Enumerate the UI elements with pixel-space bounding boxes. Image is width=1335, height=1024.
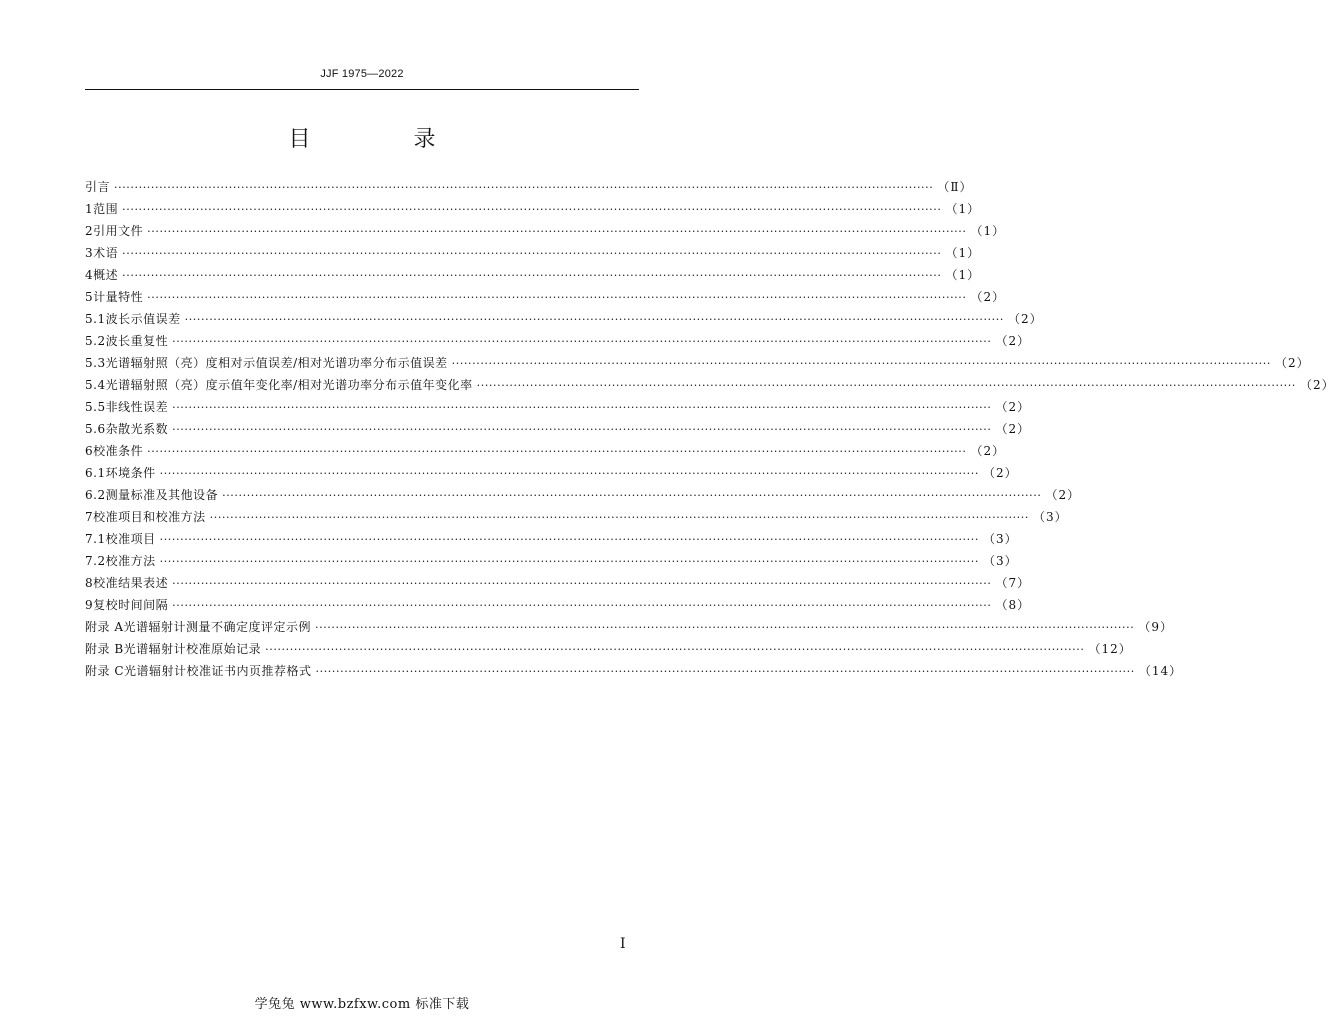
toc-entry[interactable] <box>85 638 1132 660</box>
toc-entry-label: 非线性误差 <box>105 400 169 414</box>
toc-entry-label: 光谱辐射计校准证书内页推荐格式 <box>124 664 312 678</box>
toc-entry-page: （1） <box>945 268 981 282</box>
toc-dot-leader: ········································································································································································································ <box>147 445 967 458</box>
toc-entry-label: 光谱辐射计测量不确定度评定示例 <box>123 620 311 634</box>
toc-entry[interactable] <box>85 616 1173 638</box>
toc-entry-label: 校准项目和校准方法 <box>93 510 206 524</box>
toc-entry-number: 6 <box>85 444 94 458</box>
toc-dot-leader: ········································································································································································································ <box>122 269 942 282</box>
toc-entry-label: 引用文件 <box>93 224 144 238</box>
toc-entry-number: 3 <box>85 246 94 260</box>
toc-entry-page: （2） <box>1274 356 1310 370</box>
table-of-contents <box>85 176 1335 682</box>
toc-entry[interactable] <box>85 572 1031 594</box>
toc-entry-label: 测量标准及其他设备 <box>105 488 219 502</box>
toc-entry-page: （2） <box>970 444 1006 458</box>
toc-dot-leader: ········································································································································································································ <box>159 533 979 546</box>
toc-entry-label: 波长示值误差 <box>105 312 181 326</box>
toc-entry-number: 7.1 <box>85 532 106 546</box>
toc-entry-label: 波长重复性 <box>105 334 169 348</box>
footer-watermark-text: 学兔兔 www.bzfxw.com 标准下载 <box>254 997 470 1012</box>
toc-dot-leader: ········································································································································································································ <box>172 423 992 436</box>
toc-entry[interactable] <box>85 550 1018 572</box>
toc-dot-leader: ········································································································································································································ <box>172 401 992 414</box>
toc-entry-label: 校准方法 <box>105 554 156 568</box>
toc-entry-number: 7 <box>85 510 94 524</box>
toc-entry-page: （7） <box>995 576 1031 590</box>
toc-dot-leader: ········································································································································································································ <box>172 577 992 590</box>
header-rule <box>85 89 639 90</box>
toc-entry-page: （3） <box>982 532 1018 546</box>
toc-entry-label: 光谱辐射照（亮）度示值年变化率/相对光谱功率分布示值年变化率 <box>105 378 473 392</box>
toc-entry-label: 校准项目 <box>105 532 156 546</box>
toc-entry-label: 术语 <box>93 246 119 260</box>
toc-entry-page: （8） <box>995 598 1031 612</box>
toc-entry[interactable] <box>85 308 1043 330</box>
toc-entry-page: （2） <box>970 290 1006 304</box>
toc-dot-leader: ········································································································································································································ <box>172 335 992 348</box>
toc-entry-page: （9） <box>1138 620 1173 634</box>
toc-dot-leader: ········································································································································································································ <box>315 665 1135 678</box>
toc-entry[interactable] <box>85 418 1031 440</box>
toc-entry-label: 环境条件 <box>105 466 156 480</box>
toc-dot-leader: ········································································································································································································ <box>315 621 1135 634</box>
toc-entry-page: （Ⅱ） <box>937 180 973 194</box>
toc-dot-leader: ········································································································································································································ <box>451 357 1271 370</box>
toc-dot-leader: ········································································································································································································ <box>147 225 967 238</box>
toc-entry-page: （3） <box>982 554 1018 568</box>
toc-entry-number: 5.3 <box>85 356 106 370</box>
toc-entry[interactable] <box>85 242 981 264</box>
toc-entry-number: 5.6 <box>85 422 106 436</box>
toc-entry-page: （2） <box>995 422 1031 436</box>
toc-entry-number: 9 <box>85 598 94 612</box>
toc-entry-label: 光谱辐射计校准原始记录 <box>123 642 262 656</box>
toc-entry-number: 5.5 <box>85 400 106 414</box>
toc-entry-number: 6.1 <box>85 466 106 480</box>
toc-entry-label: 复校时间间隔 <box>93 598 169 612</box>
toc-entry-label: 引言 <box>85 180 111 194</box>
toc-entry-number: 附录 A <box>85 620 124 634</box>
toc-entry-label: 概述 <box>93 268 119 282</box>
toc-dot-leader: ········································································································································································································ <box>184 313 1004 326</box>
toc-entry[interactable] <box>85 506 1068 528</box>
toc-dot-leader: ········································································································································································································ <box>209 511 1029 524</box>
toc-dot-leader: ········································································································································································································ <box>265 643 1085 656</box>
toc-entry-page: （14） <box>1138 664 1183 678</box>
toc-entry-number: 2 <box>85 224 94 238</box>
toc-dot-leader: ········································································································································································································ <box>222 489 1042 502</box>
toc-entry-page: （1） <box>945 246 981 260</box>
toc-entry[interactable] <box>85 484 1081 506</box>
toc-entry-number: 附录 C <box>85 664 124 678</box>
toc-entry-page: （2） <box>995 334 1031 348</box>
toc-dot-leader: ········································································································································································································ <box>122 247 942 260</box>
toc-entry[interactable] <box>85 198 981 220</box>
toc-entry[interactable] <box>85 660 1183 682</box>
toc-entry-page: （2） <box>1299 378 1335 392</box>
toc-dot-leader: ········································································································································································································ <box>159 467 979 480</box>
toc-dot-leader: ········································································································································································································ <box>172 599 992 612</box>
toc-dot-leader: ········································································································································································································ <box>114 181 934 194</box>
toc-entry[interactable] <box>85 594 1031 616</box>
toc-entry[interactable] <box>85 352 1310 374</box>
toc-entry-number: 4 <box>85 268 94 282</box>
toc-entry-page: （1） <box>970 224 1006 238</box>
toc-entry-number: 6.2 <box>85 488 106 502</box>
toc-entry-page: （12） <box>1088 642 1132 656</box>
toc-entry-page: （2） <box>1045 488 1081 502</box>
toc-entry-label: 计量特性 <box>93 290 144 304</box>
toc-entry-number: 7.2 <box>85 554 106 568</box>
toc-entry-number: 5.1 <box>85 312 106 326</box>
toc-entry[interactable] <box>85 396 1031 418</box>
toc-dot-leader: ········································································································································································································ <box>147 291 967 304</box>
toc-entry[interactable] <box>85 440 1006 462</box>
toc-entry-label: 范围 <box>93 202 119 216</box>
toc-entry[interactable] <box>85 374 1335 396</box>
toc-entry-page: （2） <box>995 400 1031 414</box>
toc-entry[interactable] <box>85 528 1018 550</box>
page-number: I <box>620 936 626 952</box>
toc-entry-page: （3） <box>1032 510 1068 524</box>
toc-entry-number: 8 <box>85 576 94 590</box>
toc-entry[interactable] <box>85 286 1006 308</box>
toc-entry-page: （2） <box>1007 312 1043 326</box>
toc-entry-label: 校准条件 <box>93 444 144 458</box>
page-title: 目 录 <box>288 127 484 152</box>
document-code-header: JJF 1975—2022 <box>320 68 404 80</box>
toc-entry[interactable] <box>85 462 1018 484</box>
toc-dot-leader: ········································································································································································································ <box>476 379 1296 392</box>
toc-entry-number: 1 <box>85 202 94 216</box>
toc-entry[interactable] <box>85 176 973 198</box>
toc-entry-label: 光谱辐射照（亮）度相对示值误差/相对光谱功率分布示值误差 <box>105 356 448 370</box>
toc-entry-label: 校准结果表述 <box>93 576 169 590</box>
toc-entry-page: （1） <box>945 202 981 216</box>
toc-entry-number: 5 <box>85 290 94 304</box>
toc-entry-label: 杂散光系数 <box>105 422 169 436</box>
toc-dot-leader: ········································································································································································································ <box>159 555 979 568</box>
toc-entry-number: 5.2 <box>85 334 106 348</box>
toc-dot-leader: ········································································································································································································ <box>122 203 942 216</box>
toc-entry-page: （2） <box>982 466 1018 480</box>
toc-entry-number: 附录 B <box>85 642 124 656</box>
toc-entry[interactable] <box>85 264 981 286</box>
toc-entry[interactable] <box>85 220 1006 242</box>
toc-entry[interactable] <box>85 330 1031 352</box>
toc-entry-number: 5.4 <box>85 378 106 392</box>
